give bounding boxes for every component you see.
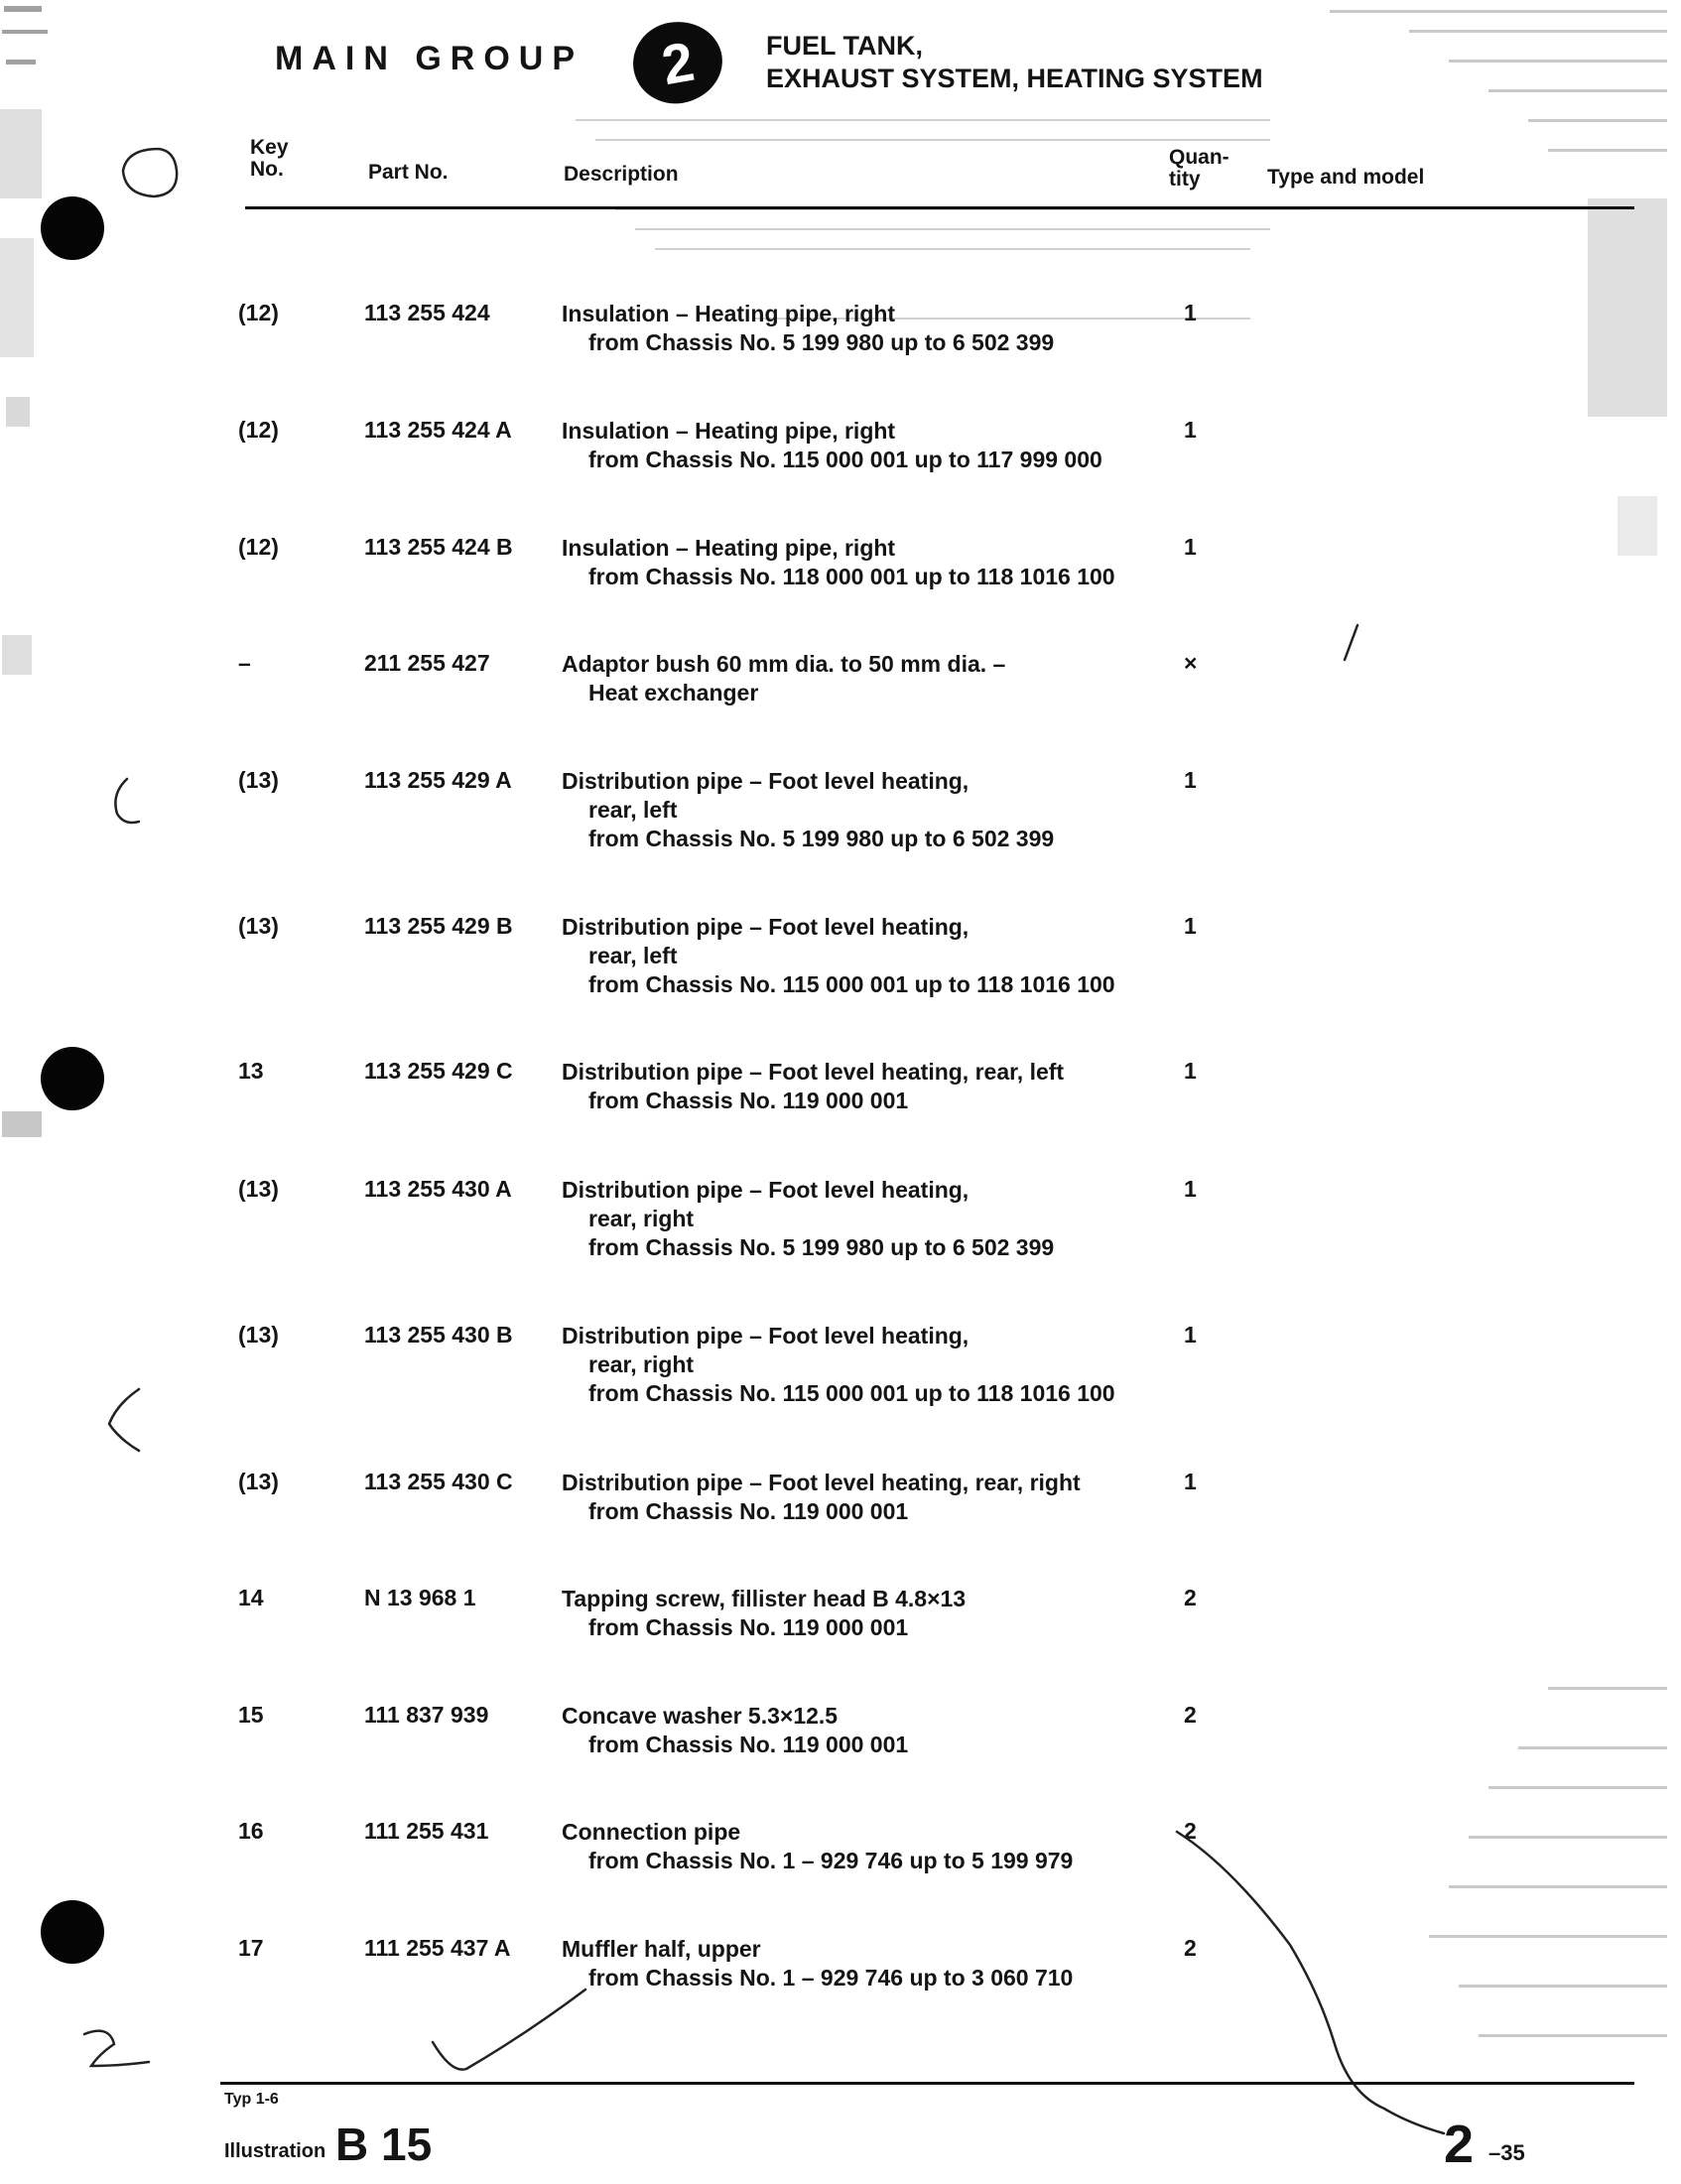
section-title-line-2: EXHAUST SYSTEM, HEATING SYSTEM <box>766 64 1263 93</box>
page-number: 2 <box>1444 2115 1475 2174</box>
description-line: rear, right <box>588 1206 695 1231</box>
key-number: (13) <box>238 1469 279 1494</box>
description-line: Adaptor bush 60 mm dia. to 50 mm dia. – <box>562 651 1006 677</box>
quantity: 1 <box>1184 913 1197 939</box>
part-number: 113 255 430 B <box>364 1322 513 1348</box>
description-line: from Chassis No. 119 000 001 <box>588 1498 909 1524</box>
key-number: – <box>238 650 251 676</box>
description-line: from Chassis No. 115 000 001 up to 117 999 000 <box>588 447 1102 472</box>
main-group-label: MAIN GROUP <box>275 40 583 77</box>
column-header-description: Description <box>564 163 679 186</box>
description-line: from Chassis No. 115 000 001 up to 118 1016 100 <box>588 1380 1115 1406</box>
column-header-part: Part No. <box>368 161 449 184</box>
margin-squiggle-1 <box>115 779 139 823</box>
illustration-label: Illustration <box>224 2140 326 2162</box>
page-number-suffix: –35 <box>1488 2140 1525 2165</box>
part-number: 113 255 424 B <box>364 534 513 560</box>
part-number: 113 255 429 B <box>364 913 513 939</box>
quantity: 2 <box>1184 1935 1197 1961</box>
key-number: (13) <box>238 1322 279 1348</box>
description-line: rear, left <box>588 943 678 968</box>
quantity: × <box>1184 650 1198 676</box>
quantity: 1 <box>1184 1176 1197 1202</box>
key-number: (13) <box>238 913 279 939</box>
description-line: Insulation – Heating pipe, right <box>562 418 896 444</box>
illustration-code: B 15 <box>335 2119 433 2170</box>
key-number: (12) <box>238 417 279 443</box>
description-line: Distribution pipe – Foot level heating, <box>562 1177 970 1203</box>
description-line: rear, right <box>588 1351 695 1377</box>
description-line: Insulation – Heating pipe, right <box>562 535 896 561</box>
description-line: Concave washer 5.3×12.5 <box>562 1703 839 1729</box>
part-number: 111 255 431 <box>364 1818 489 1844</box>
key-number: 14 <box>238 1585 264 1610</box>
part-number: 113 255 429 A <box>364 767 512 793</box>
description-line: from Chassis No. 1 – 929 746 up to 5 199 979 <box>588 1848 1074 1873</box>
footer-rule <box>220 2082 1634 2085</box>
part-number: N 13 968 1 <box>364 1585 476 1610</box>
key-number: 16 <box>238 1818 264 1844</box>
key-number: (12) <box>238 534 279 560</box>
description-line: Muffler half, upper <box>562 1936 761 1962</box>
quantity: 1 <box>1184 767 1197 793</box>
quantity: 2 <box>1184 1702 1197 1728</box>
key-number: 13 <box>238 1058 264 1084</box>
description-line: Tapping screw, fillister head B 4.8×13 <box>562 1586 967 1611</box>
column-header-quantity-line-1: Quan- <box>1169 146 1229 169</box>
part-number: 113 255 424 A <box>364 417 512 443</box>
part-number: 211 255 427 <box>364 650 490 676</box>
key-number: (13) <box>238 1176 279 1202</box>
description-line: Connection pipe <box>562 1819 741 1845</box>
quantity: 2 <box>1184 1585 1197 1610</box>
quantity: 1 <box>1184 1058 1197 1084</box>
tick-mark <box>1345 625 1358 660</box>
quantity: 1 <box>1184 1322 1197 1348</box>
part-number: 113 255 430 C <box>364 1469 513 1494</box>
description-line: from Chassis No. 115 000 001 up to 118 1016 100 <box>588 971 1115 997</box>
part-number: 113 255 430 A <box>364 1176 512 1202</box>
key-number: 17 <box>238 1935 264 1961</box>
part-number: 111 837 939 <box>364 1702 489 1728</box>
group-number-badge: 2 <box>627 15 729 110</box>
key-number: 15 <box>238 1702 264 1728</box>
curve-stroke <box>1177 1832 1444 2133</box>
quantity: 1 <box>1184 417 1197 443</box>
description-line: from Chassis No. 119 000 001 <box>588 1732 909 1757</box>
type-label: Typ 1-6 <box>224 2091 279 2108</box>
margin-squiggle-2 <box>109 1389 139 1451</box>
margin-squiggle-3 <box>84 2031 149 2066</box>
column-header-type: Type and model <box>1267 166 1425 189</box>
part-number: 113 255 429 C <box>364 1058 513 1084</box>
description-line: Distribution pipe – Foot level heating, <box>562 1323 970 1349</box>
description-line: from Chassis No. 1 – 929 746 up to 3 060 710 <box>588 1965 1074 1991</box>
section-title-line-1: FUEL TANK, <box>766 31 923 61</box>
key-number: (13) <box>238 767 279 793</box>
description-line: from Chassis No. 5 199 980 up to 6 502 399 <box>588 1234 1055 1260</box>
part-number: 113 255 424 <box>364 300 490 325</box>
quantity: 1 <box>1184 1469 1197 1494</box>
checkmark-stroke <box>433 1990 585 2070</box>
column-header-quantity-line-2: tity <box>1169 168 1201 191</box>
quantity: 1 <box>1184 300 1197 325</box>
quantity: 2 <box>1184 1818 1197 1844</box>
description-line: Insulation – Heating pipe, right <box>562 301 896 326</box>
description-line: from Chassis No. 119 000 001 <box>588 1088 909 1113</box>
description-line: Heat exchanger <box>588 680 759 706</box>
column-header-key-line-1: Key <box>250 136 289 159</box>
description-line: Distribution pipe – Foot level heating, <box>562 768 970 794</box>
description-line: from Chassis No. 118 000 001 up to 118 1016 100 <box>588 564 1115 589</box>
description-line: from Chassis No. 5 199 980 up to 6 502 399 <box>588 329 1055 355</box>
part-number: 111 255 437 A <box>364 1935 511 1961</box>
description-line: from Chassis No. 119 000 001 <box>588 1614 909 1640</box>
column-header-key-line-2: No. <box>250 158 284 181</box>
quantity: 1 <box>1184 534 1197 560</box>
description-line: Distribution pipe – Foot level heating, <box>562 914 970 940</box>
key-number: (12) <box>238 300 279 325</box>
description-line: from Chassis No. 5 199 980 up to 6 502 399 <box>588 826 1055 851</box>
circle-mark <box>123 149 177 196</box>
description-line: Distribution pipe – Foot level heating, rear, left <box>562 1059 1065 1085</box>
description-line: Distribution pipe – Foot level heating, rear, right <box>562 1470 1081 1495</box>
description-line: rear, left <box>588 797 678 823</box>
